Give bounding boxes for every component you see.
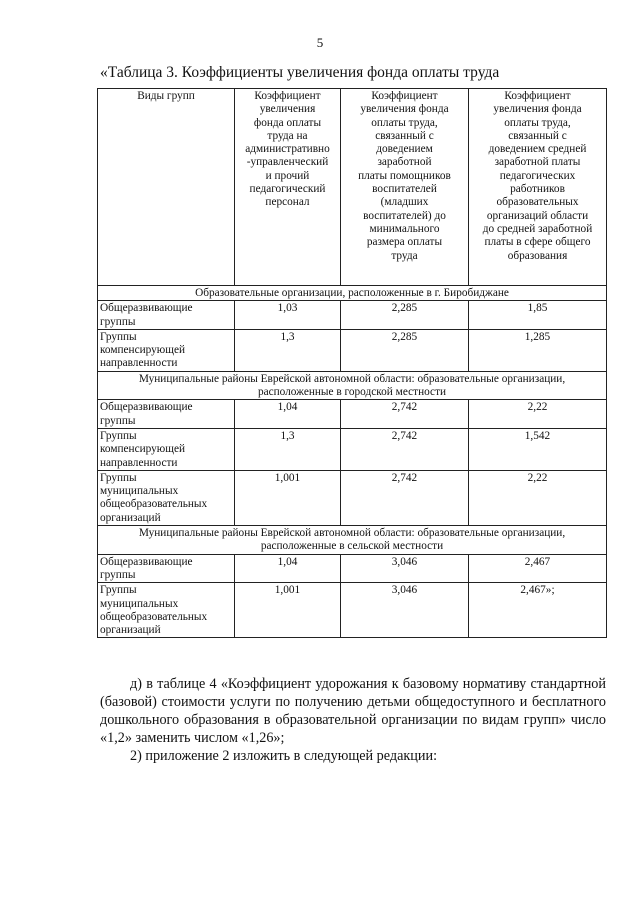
assistant-coefficient-value: 2,742 [341, 428, 469, 470]
text-line: образовательных [496, 196, 579, 209]
text-line: Коэффициент [504, 90, 571, 102]
text-line: Группы [100, 584, 137, 597]
text-line: минимального [369, 222, 440, 235]
group-name [98, 301, 235, 330]
teacher-coefficient-value: 2,22 [469, 470, 607, 525]
text-line: общеобразовательных [100, 610, 208, 623]
header-group-types [98, 89, 235, 286]
section-title [98, 526, 607, 555]
assistant-coefficient-value: 3,046 [341, 554, 469, 583]
text-line: связанный с [508, 129, 567, 142]
text-line: персонал [265, 196, 310, 209]
text-line: -управленческий [246, 156, 329, 169]
page-number: 5 [316, 35, 324, 50]
assistant-coefficient-value: 2,742 [341, 400, 469, 429]
header-teacher-coefficient [469, 89, 607, 286]
assistant-coefficient-value: 2,742 [341, 470, 469, 525]
teacher-coefficient-value: 1,85 [469, 301, 607, 330]
text-line: общеобразовательных [100, 498, 208, 511]
group-name [98, 400, 235, 429]
table-row [98, 554, 607, 583]
text-line: группы [100, 568, 136, 581]
text-line: связанный с [375, 129, 434, 142]
text-line: Муниципальные районы Еврейской автономной области: образовательные организации, [138, 527, 566, 540]
group-name [98, 329, 235, 371]
text-line: педагогических [499, 169, 576, 182]
text-line: организаций области [486, 209, 589, 222]
text-line: заработной платы [494, 156, 581, 169]
text-line: Группы [100, 471, 137, 484]
text-line: организаций [100, 511, 161, 524]
table-row [98, 400, 607, 429]
text-line: увеличения фонда [493, 103, 582, 116]
text-line: доведением средней [488, 143, 587, 156]
text-line: увеличения фонда [360, 103, 449, 116]
text-line: работников [510, 183, 565, 196]
section-row [98, 526, 607, 555]
section-row [98, 286, 607, 301]
text-line: компенсирующей [100, 344, 186, 357]
text-line: (младших [380, 196, 429, 209]
teacher-coefficient-value: 1,285 [469, 329, 607, 371]
coefficients-table [97, 88, 607, 638]
group-name [98, 470, 235, 525]
paragraph-2: 2) приложение 2 изложить в следующей редакции: [130, 748, 438, 764]
admin-coefficient-value: 1,04 [235, 554, 341, 583]
text-line: платы в сфере общего [484, 236, 591, 249]
admin-coefficient-value: 1,3 [235, 329, 341, 371]
table-row [98, 470, 607, 525]
group-name [98, 428, 235, 470]
text-line: направленности [100, 357, 178, 370]
text-line: до средней заработной [482, 222, 593, 235]
text-line: группы [100, 315, 136, 328]
text-line: оплаты труда, [371, 116, 438, 129]
text-line: административно [245, 143, 330, 156]
table-title: «Таблица 3. Коэффициенты увеличения фонда оплаты труда [100, 64, 500, 81]
table-row [98, 329, 607, 371]
text-line: труда на [267, 129, 308, 142]
admin-coefficient-value: 1,3 [235, 428, 341, 470]
text-line: Общеразвивающие [100, 555, 193, 568]
section-title [98, 371, 607, 400]
text-line: группы [100, 414, 136, 427]
text-line: труда [391, 249, 418, 262]
text-line: размера оплаты [366, 236, 443, 249]
teacher-coefficient-value: 2,467»; [469, 583, 607, 638]
header-assistant-coefficient [341, 89, 469, 286]
assistant-coefficient-value: 2,285 [341, 329, 469, 371]
text-line: увеличения [259, 103, 316, 116]
text-line: Коэффициент [254, 90, 321, 102]
paragraph-d: д) в таблице 4 «Коэффициент удорожания к базовому нормативу стандартной (базовой) стоимости услуги по получению детьми общедоступного и бесплатного дошкольного образования в образовательной организации по видам групп» число «1,2» заменить числом «1,26»; [100, 676, 606, 746]
text-line: Муниципальные районы Еврейской автономной области: образовательные организации, [138, 372, 566, 385]
text-line: расположенные в городской местности [257, 386, 447, 399]
teacher-coefficient-value: 2,22 [469, 400, 607, 429]
text-line: заработной [377, 156, 432, 169]
text-line: Коэффициент [371, 90, 438, 102]
admin-coefficient-value: 1,001 [235, 583, 341, 638]
text-line: муниципальных [100, 485, 179, 498]
table-row [98, 583, 607, 638]
teacher-coefficient-value: 1,542 [469, 428, 607, 470]
text-line: Общеразвивающие [100, 401, 193, 414]
assistant-coefficient-value: 2,285 [341, 301, 469, 330]
text-line: оплаты труда, [504, 116, 571, 129]
section-title [98, 286, 607, 301]
text-line: организаций [100, 624, 161, 637]
text-line: расположенные в сельской местности [260, 540, 444, 553]
text-line: направленности [100, 456, 178, 469]
text-line: фонда оплаты [253, 116, 322, 129]
text-line: Группы [100, 330, 137, 343]
text-line: Группы [100, 429, 137, 442]
admin-coefficient-value: 1,001 [235, 470, 341, 525]
text-line: воспитателей [372, 183, 437, 196]
text-line: муниципальных [100, 597, 179, 610]
text-line: Образовательные организации, расположенные в г. Биробиджане [195, 287, 509, 299]
admin-coefficient-value: 1,03 [235, 301, 341, 330]
table-header-row [98, 89, 607, 286]
assistant-coefficient-value: 3,046 [341, 583, 469, 638]
text-line: компенсирующей [100, 443, 186, 456]
group-name [98, 583, 235, 638]
table-row [98, 301, 607, 330]
teacher-coefficient-value: 2,467 [469, 554, 607, 583]
text-line: педагогический [249, 183, 326, 196]
text-line: образования [507, 249, 568, 262]
text-line: платы помощников [358, 169, 451, 182]
text-line: и прочий [265, 169, 310, 182]
group-name [98, 554, 235, 583]
header-admin-coefficient [235, 89, 341, 286]
text-line: Виды групп [137, 90, 195, 102]
section-row [98, 371, 607, 400]
text-line: Общеразвивающие [100, 302, 193, 315]
table-row [98, 428, 607, 470]
admin-coefficient-value: 1,04 [235, 400, 341, 429]
text-line: доведением [376, 143, 433, 156]
text-line: воспитателей) до [363, 209, 446, 222]
